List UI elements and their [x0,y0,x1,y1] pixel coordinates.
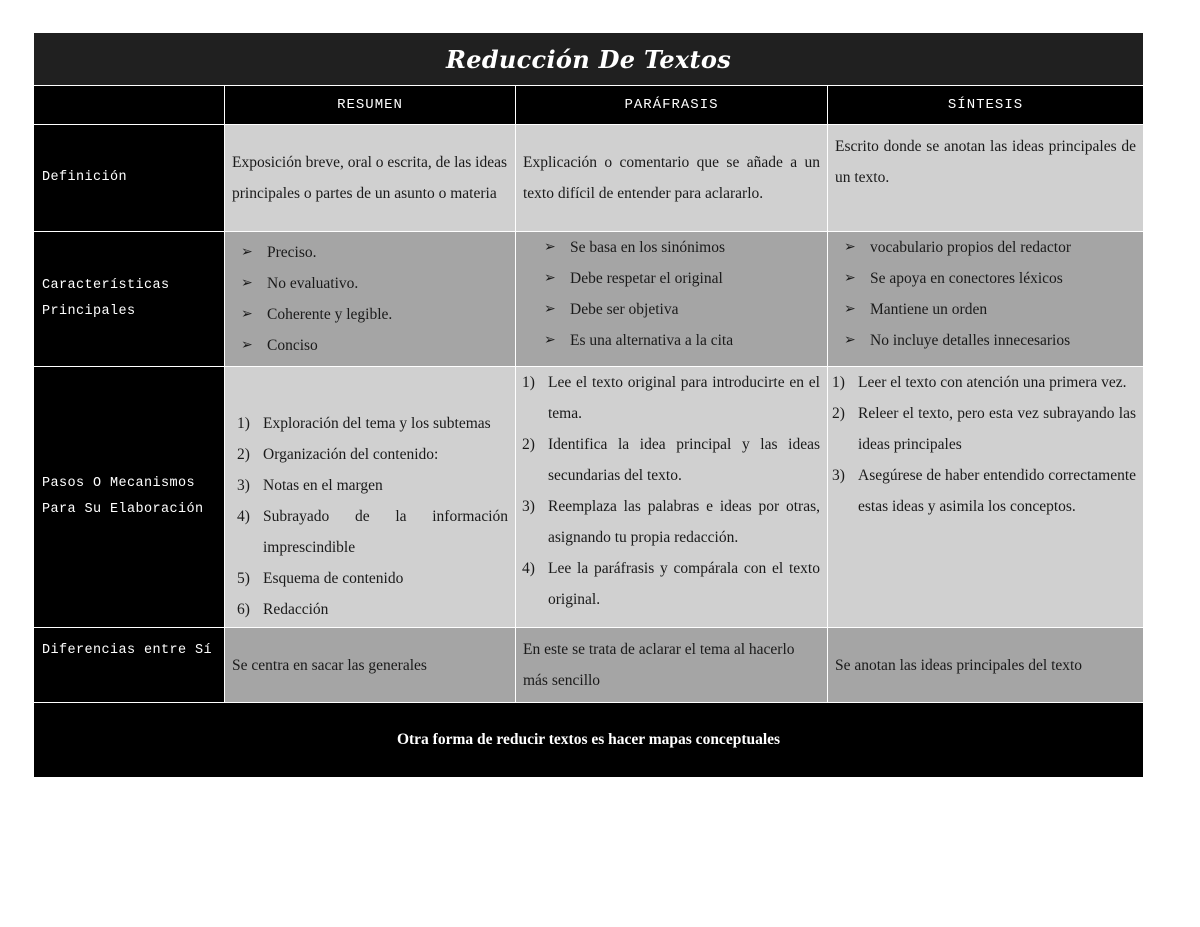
cell-definicion-parafrasis [516,125,828,232]
header-row [34,86,1144,125]
step-number: 3) [237,477,250,494]
step-text: Reemplaza las palabras e ideas por otras, asignando tu propia redacción. [548,498,820,546]
column-header-resumen: RESUMEN [225,86,516,125]
list-item-text: Preciso. [267,244,317,261]
list-item-text: Es una alternativa a la cita [570,332,734,349]
cell-definicion-resumen [225,125,516,232]
cell-diferencias-sintesis [828,628,1144,703]
list-item-text: Debe ser objetiva [570,301,679,318]
row-definicion [34,125,1144,232]
row-caracteristicas [34,232,1144,367]
row-pasos [34,367,1144,628]
list-item [237,439,508,470]
caracteristicas-sintesis-list [828,232,1143,356]
list-item [544,232,821,263]
row-label-caracteristicas: Características Principales [34,232,225,367]
header-empty-cell [34,86,225,125]
list-item [237,501,508,563]
footer-row [34,703,1144,778]
cell-definicion-sintesis [828,125,1144,232]
arrow-bullet-icon: ➢ [844,271,856,286]
list-item-text: No evaluativo. [267,275,359,292]
step-number: 1) [237,415,250,432]
diferencias-parafrasis-text: En este se trata de aclarar el tema al hacerlo más sencillo [523,641,795,689]
step-text: Lee la paráfrasis y compárala con el texto original. [548,560,820,608]
arrow-bullet-icon: ➢ [844,302,856,317]
list-item [241,299,509,330]
list-item [544,325,821,356]
step-text: Leer el texto con atención una primera vez. [858,374,1127,391]
list-item [544,263,821,294]
step-text: Asegúrese de haber entendido correctamente estas ideas y asimila los conceptos. [858,467,1137,515]
definicion-sintesis-text: Escrito donde se anotan las ideas principales de un texto. [835,138,1137,186]
step-text: Esquema de contenido [263,570,404,587]
diferencias-resumen-text: Se centra en sacar las generales [232,656,427,674]
list-item [237,563,508,594]
list-item [522,491,820,553]
caracteristicas-parafrasis-list [516,232,827,356]
arrow-bullet-icon: ➢ [844,333,856,348]
list-item [522,367,820,429]
row-label-diferencias: Diferencias entre Sí [34,628,225,703]
step-number: 1) [522,374,535,391]
list-item [844,263,1137,294]
cell-caracteristicas-sintesis [828,232,1144,367]
list-item [522,553,820,615]
list-item [832,398,1136,460]
definicion-resumen-text: Exposición breve, oral o escrita, de las ideas principales o partes de un asunto o materia [232,154,508,202]
list-item [844,325,1137,356]
row-diferencias [34,628,1144,703]
comparison-table [33,32,1144,778]
step-text: Identifica la idea principal y las ideas secundarias del texto. [548,436,820,484]
arrow-bullet-icon: ➢ [544,302,556,317]
list-item [241,237,509,268]
column-header-parafrasis: PARÁFRASIS [516,86,828,125]
caracteristicas-resumen-list [225,237,515,361]
arrow-bullet-icon: ➢ [241,307,253,322]
list-item-text: Debe respetar el original [570,270,723,287]
step-number: 2) [237,446,250,463]
list-item [844,294,1137,325]
list-item [832,460,1136,522]
step-number: 5) [237,570,250,587]
list-item-text: Mantiene un orden [870,301,988,318]
arrow-bullet-icon: ➢ [241,245,253,260]
list-item-text: vocabulario propios del redactor [870,239,1071,256]
arrow-bullet-icon: ➢ [844,240,856,255]
step-number: 4) [522,560,535,577]
title-row [34,33,1144,86]
list-item [237,594,508,625]
step-text: Notas en el margen [263,477,383,494]
step-number: 6) [237,601,250,618]
arrow-bullet-icon: ➢ [544,333,556,348]
list-item [237,470,508,501]
step-text: Redacción [263,601,329,618]
list-item-text: Se basa en los sinónimos [570,239,725,256]
list-item-text: No incluye detalles innecesarios [870,332,1071,349]
list-item [844,232,1137,263]
step-text: Exploración del tema y los subtemas [263,415,491,432]
cell-diferencias-resumen [225,628,516,703]
list-item [241,330,509,361]
definicion-parafrasis-text: Explicación o comentario que se añade a un texto difícil de entender para aclararlo. [523,154,820,202]
step-text: Lee el texto original para introducirte en el tema. [548,374,820,422]
list-item-text: Se apoya en conectores léxicos [870,270,1063,287]
list-item [241,268,509,299]
row-label-pasos: Pasos O Mecanismos Para Su Elaboración [34,367,225,628]
arrow-bullet-icon: ➢ [241,276,253,291]
step-number: 3) [522,498,535,515]
step-number: 4) [237,508,250,525]
footer-note: Otra forma de reducir textos es hacer mapas conceptuales [34,703,1144,778]
row-label-definicion: Definición [34,125,225,232]
cell-diferencias-parafrasis [516,628,828,703]
cell-caracteristicas-resumen [225,232,516,367]
cell-caracteristicas-parafrasis [516,232,828,367]
step-text: Organización del contenido: [263,446,439,463]
list-item-text: Coherente y legible. [267,306,393,323]
list-item [237,408,508,439]
cell-pasos-parafrasis [516,367,828,628]
step-number: 2) [522,436,535,453]
diferencias-sintesis-text: Se anotan las ideas principales del texto [835,656,1083,674]
table-title: Reducción De Textos [34,33,1144,86]
pasos-resumen-list [225,408,515,625]
cell-pasos-resumen [225,367,516,628]
list-item [544,294,821,325]
list-item [522,429,820,491]
arrow-bullet-icon: ➢ [241,338,253,353]
arrow-bullet-icon: ➢ [544,240,556,255]
pasos-parafrasis-list [516,367,827,615]
cell-pasos-sintesis [828,367,1144,628]
list-item-text: Conciso [267,337,318,354]
step-number: 3) [832,467,845,484]
arrow-bullet-icon: ➢ [544,271,556,286]
step-number: 2) [832,405,845,422]
list-item [832,367,1136,398]
step-text: Releer el texto, pero esta vez subrayando las ideas principales [858,405,1137,453]
pasos-sintesis-list [828,367,1143,522]
column-header-sintesis: SÍNTESIS [828,86,1144,125]
step-text: Subrayado de la información imprescindible [263,508,508,556]
step-number: 1) [832,374,845,391]
